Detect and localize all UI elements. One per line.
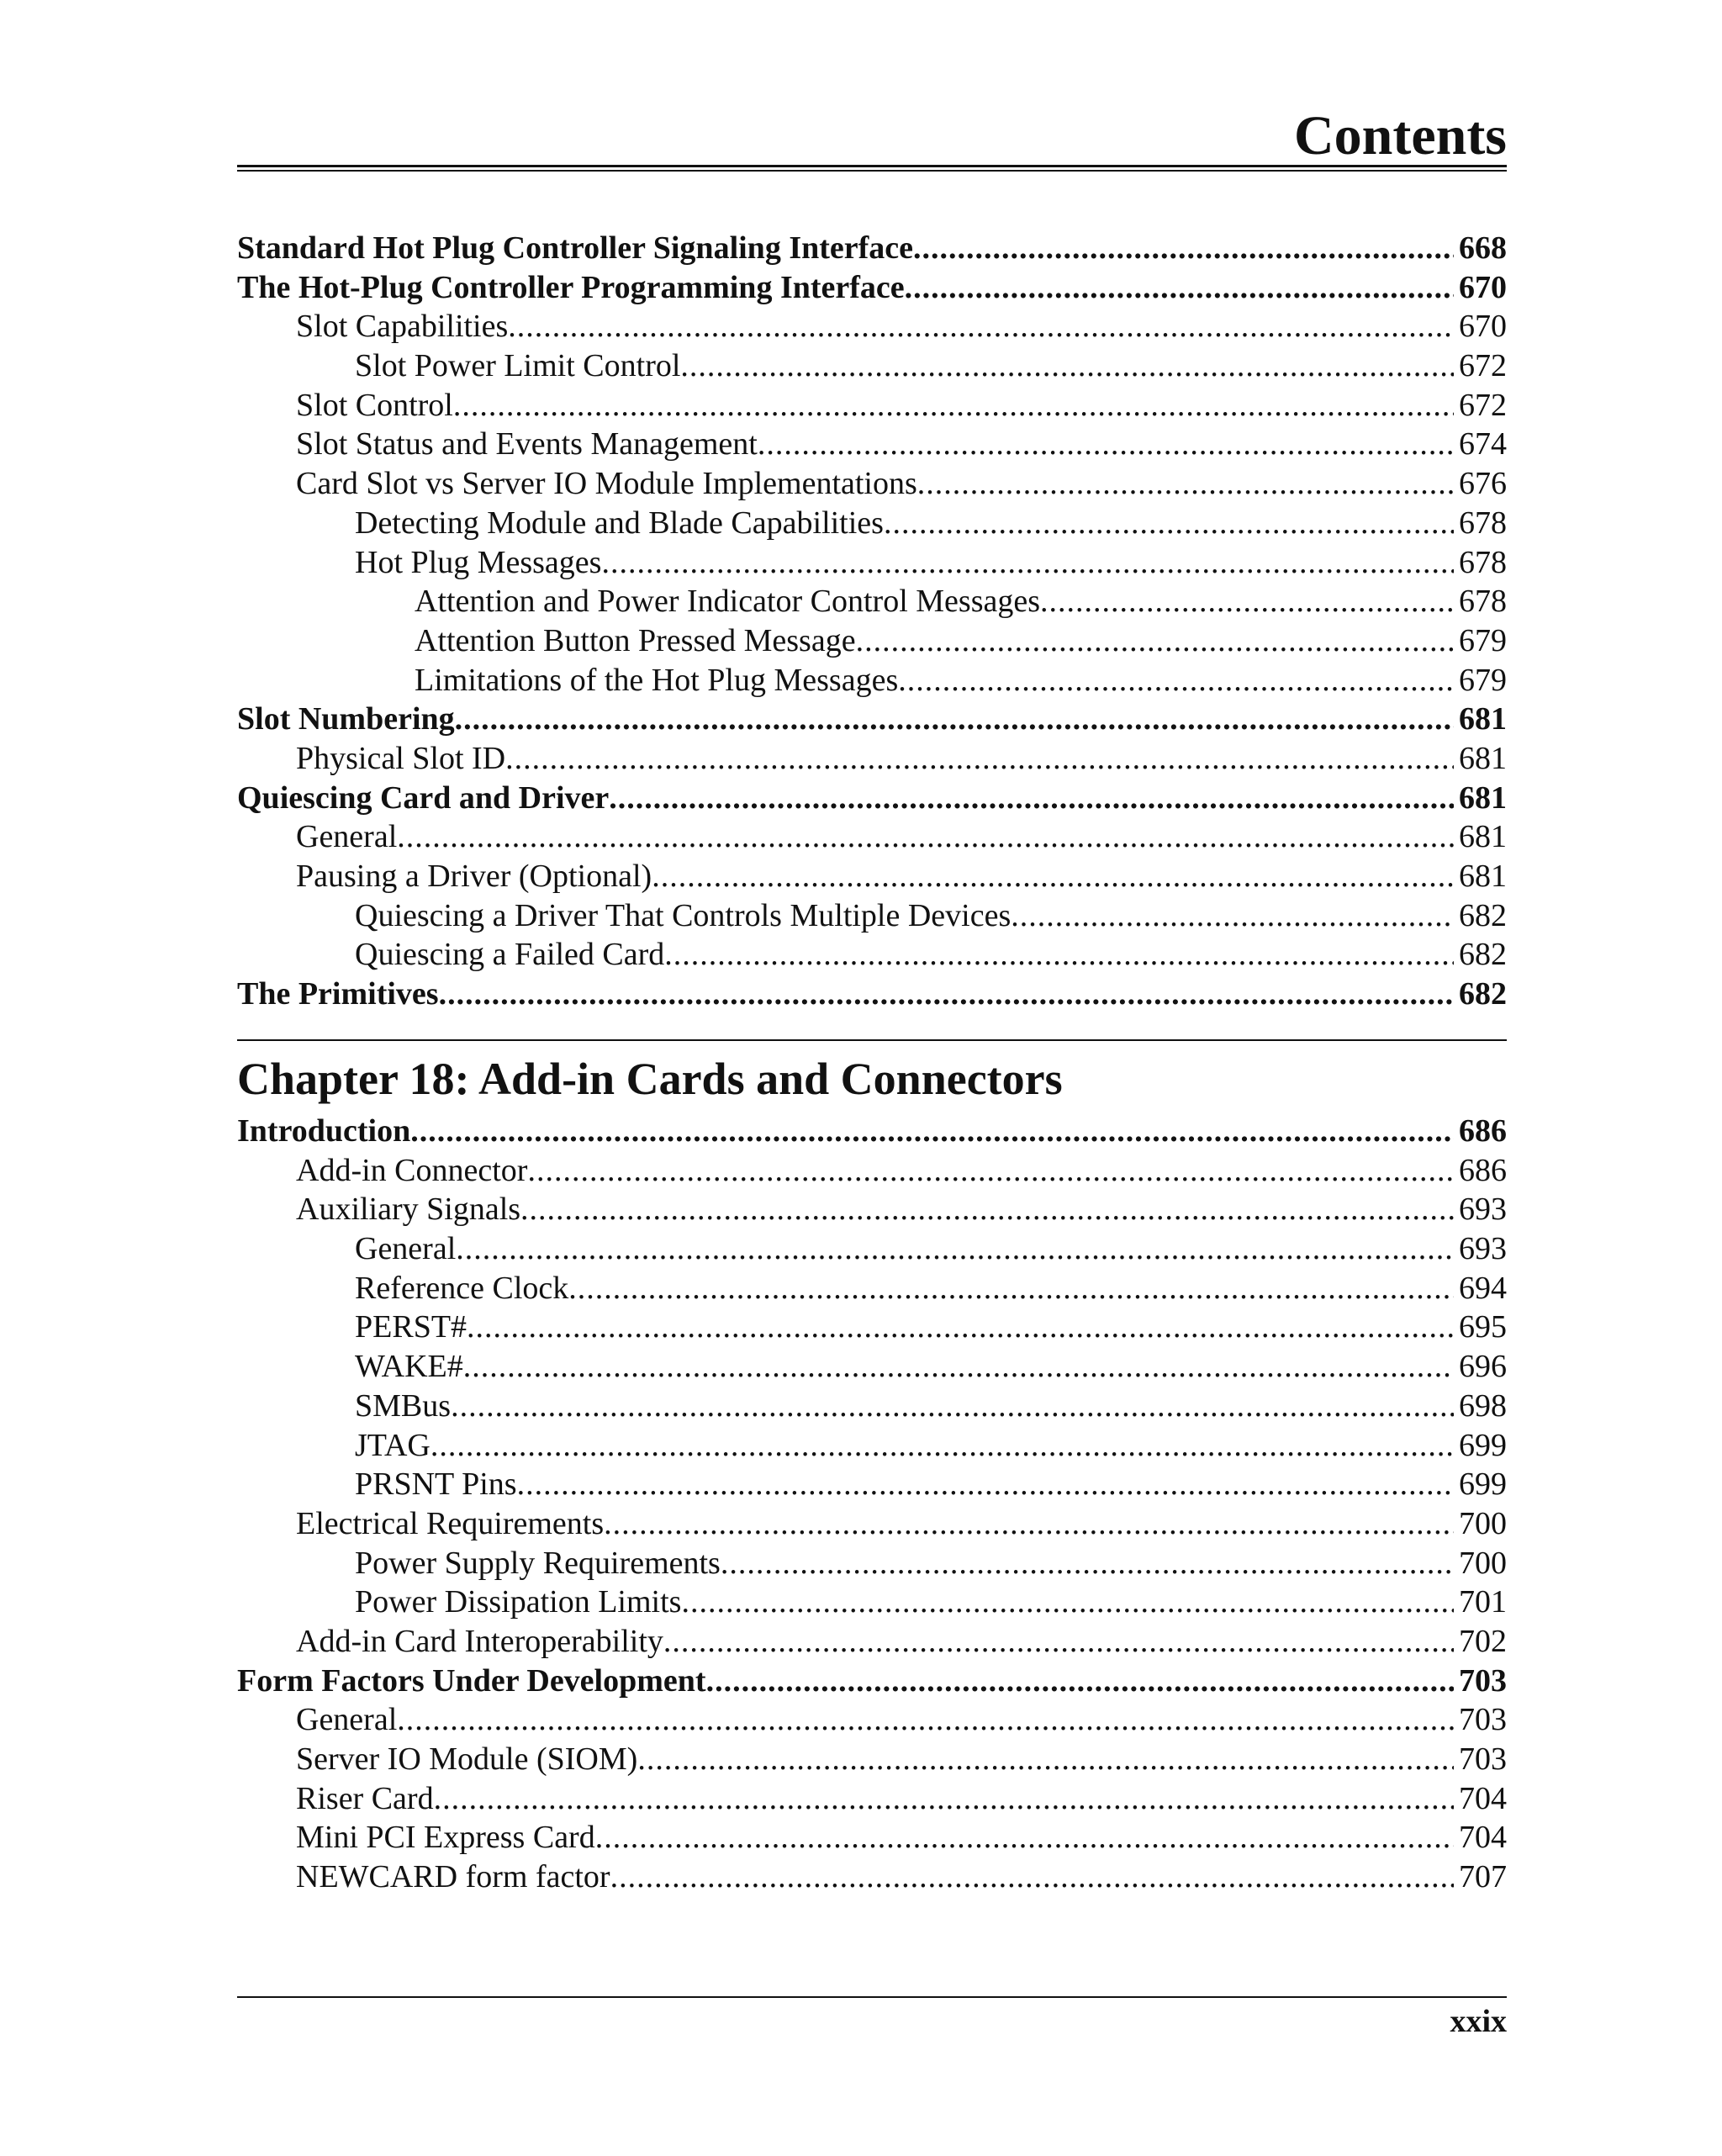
toc-entry[interactable]: [237, 229, 1507, 268]
toc-entry[interactable]: [237, 935, 1507, 975]
toc-entry-page: 707: [1459, 1859, 1507, 1895]
toc-entry[interactable]: [237, 1544, 1507, 1583]
toc-entry-page: 701: [1459, 1584, 1507, 1620]
toc-entry-page: 679: [1459, 622, 1507, 658]
toc-entry-title: WAKE#: [355, 1349, 463, 1385]
toc-entry-title: Introduction: [237, 1113, 411, 1149]
toc-entry[interactable]: [237, 1700, 1507, 1740]
toc-entry[interactable]: [237, 268, 1507, 308]
toc-entry-page: 695: [1459, 1309, 1507, 1345]
dot-leader: [1040, 582, 1454, 621]
dot-leader: [913, 229, 1454, 268]
toc-entry-title: Slot Power Limit Control: [355, 348, 681, 384]
toc-entry[interactable]: [237, 504, 1507, 543]
chapter-title: Chapter 18: Add-in Cards and Connectors: [237, 1054, 1063, 1104]
dot-leader: [397, 1700, 1454, 1740]
toc-entry-page: 681: [1459, 701, 1507, 737]
toc-entry-page: 700: [1459, 1505, 1507, 1541]
dot-leader: [456, 1229, 1454, 1269]
toc-entry-title: Power Supply Requirements: [355, 1545, 721, 1581]
dot-leader: [610, 1857, 1454, 1897]
toc-entry[interactable]: [237, 307, 1507, 346]
toc-entry[interactable]: [237, 1229, 1507, 1269]
toc-entry[interactable]: [237, 1151, 1507, 1191]
toc-entry-title: JTAG: [355, 1427, 430, 1463]
dot-leader: [652, 857, 1454, 896]
toc-entry[interactable]: [237, 817, 1507, 857]
dot-leader: [397, 817, 1454, 857]
toc-entry-page: 681: [1459, 740, 1507, 776]
dot-leader: [410, 1112, 1454, 1151]
toc-entry-title: Form Factors Under Development: [237, 1662, 706, 1699]
toc-entry-page: 681: [1459, 779, 1507, 816]
toc-entry[interactable]: [237, 1622, 1507, 1662]
toc-entry-title: Quiescing Card and Driver: [237, 779, 610, 816]
dot-leader: [637, 1740, 1454, 1779]
toc-entry[interactable]: [237, 1504, 1507, 1544]
dot-leader: [706, 1662, 1454, 1701]
toc-entry-page: 678: [1459, 505, 1507, 541]
toc-entry-page: 674: [1459, 426, 1507, 462]
dot-leader: [1011, 896, 1454, 936]
dot-leader: [517, 1465, 1454, 1504]
dot-leader: [434, 1779, 1454, 1819]
toc-entry-page: 696: [1459, 1349, 1507, 1385]
toc-entry-title: PRSNT Pins: [355, 1466, 517, 1503]
dot-leader: [595, 1818, 1454, 1857]
toc-entry-title: Slot Numbering: [237, 701, 455, 737]
toc-entry-page: 698: [1459, 1387, 1507, 1424]
toc-entry[interactable]: [237, 857, 1507, 896]
toc-entry-title: Slot Control: [296, 387, 453, 423]
dot-leader: [721, 1544, 1454, 1583]
toc-entry[interactable]: [237, 975, 1507, 1014]
toc-entry-page: 670: [1459, 309, 1507, 345]
toc-entry-page: 676: [1459, 466, 1507, 502]
toc-entry[interactable]: [237, 700, 1507, 739]
toc-entry-title: Card Slot vs Server IO Module Implementations: [296, 466, 917, 502]
dot-leader: [601, 543, 1454, 583]
toc-entry-title: Electrical Requirements: [296, 1505, 605, 1541]
dot-leader: [898, 661, 1454, 700]
dot-leader: [527, 1151, 1454, 1191]
toc-entry-page: 682: [1459, 897, 1507, 933]
toc-entry[interactable]: [237, 1347, 1507, 1387]
toc-entry[interactable]: [237, 1112, 1507, 1151]
toc-entry[interactable]: [237, 1779, 1507, 1819]
toc-entry-page: 668: [1459, 230, 1507, 266]
dot-leader: [856, 621, 1454, 661]
dot-leader: [663, 1622, 1454, 1662]
dot-leader: [568, 1269, 1454, 1308]
dot-leader: [453, 386, 1454, 425]
dot-leader: [884, 504, 1454, 543]
toc-entry-title: Physical Slot ID: [296, 740, 506, 776]
toc-entry-title: Add-in Card Interoperability: [296, 1623, 663, 1659]
toc-entry[interactable]: [237, 1308, 1507, 1347]
dot-leader: [905, 268, 1454, 308]
dot-leader: [917, 464, 1454, 504]
dot-leader: [520, 1190, 1454, 1229]
toc-entry-title: The Hot-Plug Controller Programming Interface: [237, 269, 905, 305]
toc-entry-page: 678: [1459, 544, 1507, 580]
toc-entry-page: 703: [1459, 1662, 1507, 1699]
toc-entry-page: 703: [1459, 1702, 1507, 1738]
toc-entry-title: Add-in Connector: [296, 1152, 528, 1188]
toc-entry-title: The Primitives: [237, 976, 439, 1012]
toc-entry[interactable]: [237, 464, 1507, 504]
toc-entry-page: 682: [1459, 976, 1507, 1012]
dot-leader: [508, 307, 1454, 346]
dot-leader: [455, 700, 1454, 739]
toc-entry[interactable]: [237, 739, 1507, 779]
toc-entry-title: General: [355, 1231, 457, 1267]
toc-entry-page: 672: [1459, 387, 1507, 423]
toc-entry[interactable]: [237, 1426, 1507, 1466]
dot-leader: [430, 1426, 1454, 1466]
toc-entry[interactable]: [237, 425, 1507, 464]
dot-leader: [681, 1583, 1454, 1622]
toc-entry-title: Hot Plug Messages: [355, 544, 602, 580]
toc-entry[interactable]: [237, 582, 1507, 621]
toc-entry[interactable]: [237, 1857, 1507, 1897]
page-header: [237, 101, 1507, 172]
toc-entry-page: 679: [1459, 662, 1507, 698]
toc-entry-title: Server IO Module (SIOM): [296, 1741, 638, 1777]
toc-section-chapter-18: [237, 1112, 1507, 1897]
toc-entry-title: Quiescing a Failed Card: [355, 937, 665, 973]
toc-entry-page: 704: [1459, 1820, 1507, 1856]
toc-entry[interactable]: [237, 896, 1507, 936]
dot-leader: [463, 1347, 1454, 1387]
dot-leader: [604, 1504, 1454, 1544]
toc-entry-title: General: [296, 819, 398, 855]
toc-entry[interactable]: [237, 1190, 1507, 1229]
toc-entry-page: 682: [1459, 937, 1507, 973]
toc-entry-title: Attention Button Pressed Message: [415, 622, 856, 658]
toc-section-continued: [237, 229, 1507, 1014]
toc-entry-title: Attention and Power Indicator Control Messages: [415, 584, 1041, 620]
toc-entry[interactable]: [237, 661, 1507, 700]
toc-entry-page: 693: [1459, 1192, 1507, 1228]
toc-entry-page: 686: [1459, 1113, 1507, 1149]
footer-rule: [237, 1996, 1507, 1998]
chapter-rule: [237, 1039, 1507, 1041]
toc-entry-title: NEWCARD form factor: [296, 1859, 610, 1895]
toc-entry-title: Quiescing a Driver That Controls Multiple Devices: [355, 897, 1012, 933]
toc-entry-title: Detecting Module and Blade Capabilities: [355, 505, 884, 541]
toc-entry-page: 681: [1459, 859, 1507, 894]
toc-entry[interactable]: [237, 1387, 1507, 1426]
toc-entry-page: 699: [1459, 1427, 1507, 1463]
toc-entry[interactable]: [237, 1465, 1507, 1504]
dot-leader: [439, 975, 1454, 1014]
toc-entry[interactable]: [237, 779, 1507, 818]
dot-leader: [758, 425, 1454, 464]
toc-entry-page: 704: [1459, 1780, 1507, 1816]
toc-entry[interactable]: [237, 1583, 1507, 1622]
toc-entry-title: SMBus: [355, 1387, 452, 1424]
toc-entry-title: Reference Clock: [355, 1270, 569, 1306]
toc-entry-page: 694: [1459, 1270, 1507, 1306]
toc-entry-page: 670: [1459, 269, 1507, 305]
toc-entry-title: Pausing a Driver (Optional): [296, 859, 652, 894]
page-header-title: Contents: [1293, 105, 1507, 166]
dot-leader: [467, 1308, 1454, 1347]
dot-leader: [609, 779, 1454, 818]
toc-entry-page: 693: [1459, 1231, 1507, 1267]
toc-entry-title: Riser Card: [296, 1780, 434, 1816]
toc-entry[interactable]: [237, 543, 1507, 583]
toc-entry[interactable]: [237, 346, 1507, 386]
toc-entry-title: Slot Status and Events Management: [296, 426, 758, 462]
toc-entry-page: 681: [1459, 819, 1507, 855]
toc-entry-title: Auxiliary Signals: [296, 1192, 521, 1228]
toc-entry[interactable]: [237, 621, 1507, 661]
header-rule-bottom: [237, 170, 1507, 172]
toc-entry-page: 700: [1459, 1545, 1507, 1581]
toc-entry-title: Standard Hot Plug Controller Signaling Interface: [237, 230, 914, 266]
dot-leader: [505, 739, 1454, 779]
toc-entry-title: Limitations of the Hot Plug Messages: [415, 662, 899, 698]
dot-leader: [680, 346, 1454, 386]
dot-leader: [451, 1387, 1454, 1426]
toc-entry-page: 699: [1459, 1466, 1507, 1503]
toc-entry[interactable]: [237, 1269, 1507, 1308]
toc-entry[interactable]: [237, 1740, 1507, 1779]
toc-entry-page: 702: [1459, 1623, 1507, 1659]
toc-entry[interactable]: [237, 1818, 1507, 1857]
toc-entry-title: General: [296, 1702, 398, 1738]
page-number: xxix: [1450, 2004, 1507, 2039]
toc-entry-title: Slot Capabilities: [296, 309, 509, 345]
toc-entry-title: PERST#: [355, 1309, 467, 1345]
toc-entry-page: 678: [1459, 584, 1507, 620]
toc-entry[interactable]: [237, 386, 1507, 425]
toc-entry-title: Mini PCI Express Card: [296, 1820, 595, 1856]
header-rule-top: [237, 165, 1507, 167]
toc-entry[interactable]: [237, 1662, 1507, 1701]
toc-entry-page: 686: [1459, 1152, 1507, 1188]
dot-leader: [664, 935, 1454, 975]
toc-entry-page: 703: [1459, 1741, 1507, 1777]
toc-entry-page: 672: [1459, 348, 1507, 384]
toc-entry-title: Power Dissipation Limits: [355, 1584, 682, 1620]
